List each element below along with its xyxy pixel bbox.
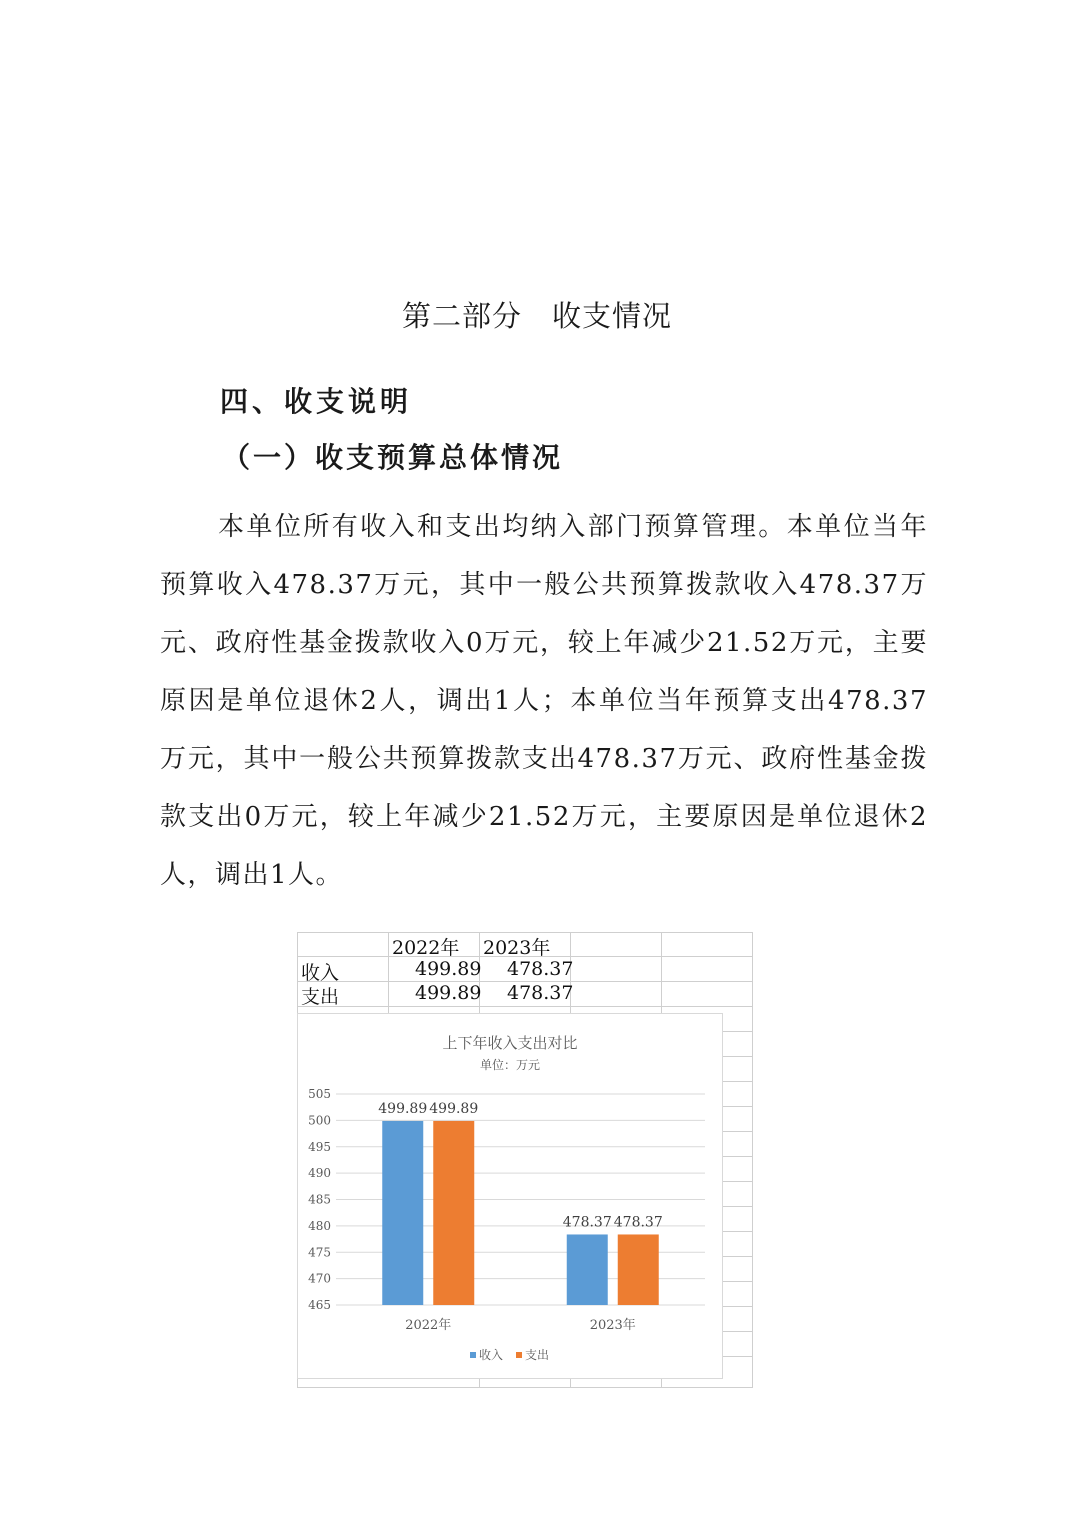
- legend-label-收入: 收入: [479, 1348, 504, 1362]
- x-tick-2022年: 2022年: [405, 1318, 452, 1333]
- bar-支出-2023年: [618, 1234, 659, 1305]
- y-tick-505: 505: [308, 1087, 331, 1101]
- bar-收入-2023年: [567, 1234, 608, 1305]
- legend-swatch-收入: [470, 1352, 476, 1358]
- y-tick-475: 475: [308, 1245, 331, 1260]
- chart-container: [297, 1013, 723, 1379]
- part-title: 第二部分 收支情况: [401, 299, 672, 333]
- legend-label-支出: 支出: [525, 1348, 550, 1362]
- section-heading: 四、收支说明: [220, 385, 413, 418]
- y-tick-500: 500: [308, 1113, 331, 1128]
- table-cell-expense-2023: 478.37: [507, 982, 574, 1004]
- chart-subtitle: 单位：万元: [479, 1058, 541, 1072]
- data-label-支出-2022年: 499.89: [429, 1100, 479, 1117]
- y-tick-485: 485: [308, 1192, 331, 1207]
- spreadsheet-figure: [297, 932, 753, 1388]
- bar-收入-2022年: [382, 1121, 423, 1305]
- data-label-收入-2023年: 478.37: [562, 1214, 612, 1231]
- body-paragraph: 本单位所有收入和支出均纳入部门预算管理。本单位当年预算收入478.37万元，其中一般公共预算拨款收入478.37万元、政府性基金拨款收入0万元，较上年减少21.52万元，主要原因是单位退休2人，调出1人；本单位当年预算支出478.37万元，其中一般公共预算拨款支出478.37万元、政府性基金拨款支出0万元，较上年减少21.52万元，主要原因是单位退休2人，调出1人。: [160, 512, 928, 890]
- subsection-heading: （一）收支预算总体情况: [222, 441, 564, 474]
- table-header-2023: 2023年: [483, 937, 551, 959]
- y-tick-480: 480: [308, 1218, 331, 1233]
- table-row-label-expense: 支出: [301, 986, 340, 1008]
- table-cell-income-2022: 499.89: [415, 958, 482, 980]
- table-cell-expense-2022: 499.89: [415, 982, 482, 1004]
- bar-chart: [298, 1014, 722, 1378]
- y-tick-470: 470: [308, 1271, 331, 1286]
- table-row-label-income: 收入: [301, 962, 340, 984]
- table-header-2022: 2022年: [392, 937, 460, 959]
- table-cell-income-2023: 478.37: [507, 958, 574, 980]
- chart-title: 上下年收入支出对比: [442, 1034, 578, 1052]
- y-tick-495: 495: [308, 1139, 331, 1154]
- data-label-收入-2022年: 499.89: [378, 1100, 428, 1117]
- legend-swatch-支出: [516, 1352, 522, 1358]
- data-label-支出-2023年: 478.37: [613, 1214, 663, 1231]
- bar-支出-2022年: [433, 1121, 474, 1305]
- x-tick-2023年: 2023年: [589, 1318, 636, 1333]
- y-tick-490: 490: [308, 1166, 331, 1181]
- y-tick-465: 465: [308, 1298, 331, 1312]
